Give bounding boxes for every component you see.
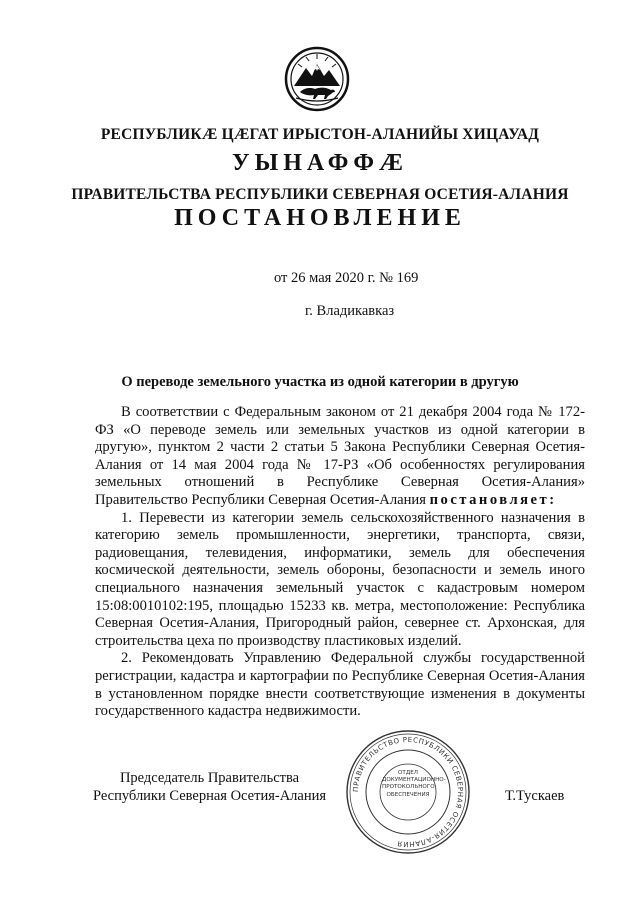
- signatory-name: Т.Тускаев: [505, 788, 565, 804]
- seal-ring-text: ПРАВИТЕЛЬСТВО РЕСПУБЛИКИ СЕВЕРНАЯ ОСЕТИЯ-АЛАНИЯ: [351, 735, 465, 849]
- header-ru-title: ПРАВИТЕЛЬСТВА РЕСПУБЛИКИ СЕВЕРНАЯ ОСЕТИЯ-АЛАНИЯ: [71, 186, 569, 203]
- header-oss-title: РЕСПУБЛИКӔ ЦӔГАТ ИРЫСТОН-АЛАНИЙЫ ХИЦАУАД: [100, 126, 540, 143]
- signatory-title-line2: Республики Северная Осетия-Алания: [93, 788, 327, 804]
- seal-center-line4: ОБЕСПЕЧЕНИЯ: [386, 791, 430, 798]
- coat-of-arms-icon: [284, 46, 350, 112]
- header-ru-doc-type: ПОСТАНОВЛЕНИЕ: [174, 205, 466, 231]
- document-date-number: от 26 мая 2020 г. № 169: [274, 270, 419, 286]
- header-oss-doc-type: УЫНАФФӔ: [232, 150, 408, 176]
- body-item-1: 1. Перевести из категории земель сельскохозяйственного назначения в категорию земель промышленности, энергетики, транспорта, связи, радиовещания, телевидения, информатики, земель для обеспечения космической деятельности, земель обороны, безопасности и земель иного специального назначения земельный участок с кадастровым номером 15:08:0010102:195, площадью 15233 кв. метра, местоположение: Республика Северная Осетия-Алания, Пригородный район, севернее ст. Архонская, для строительства цеха по производству пластиковых изделий.: [95, 509, 585, 649]
- seal-center-line1: ОТДЕЛ: [398, 770, 418, 776]
- official-seal-icon: [344, 728, 472, 856]
- body-preamble: [95, 404, 585, 510]
- seal-center-text: [382, 770, 446, 799]
- resolves-keyword: постановляет:: [429, 491, 557, 508]
- seal-center-line2: ДОКУМЕНТАЦИОННО-: [382, 777, 446, 784]
- body-item-2: 2. Рекомендовать Управлению Федеральной службы государственной регистрации, кадастра и картографии по Республике Северная Осетия-Алания в установленном порядке внести соответствующие изменения в документы государственного кадастра недвижимости.: [95, 650, 585, 720]
- document-city: г. Владикавказ: [305, 303, 395, 319]
- document-body: [95, 404, 585, 721]
- document-subject: О переводе земельного участка из одной категории в другую: [121, 374, 519, 390]
- preamble-text: В соответствии с Федеральным законом от 21 декабря 2004 года № 172-ФЗ «О переводе земель или земельных участков из одной категории в другую», пунктом 2 части 2 статьи 5 Закона Республики Северная Осетия-Алания от 14 мая 2004 года № 17-РЗ «Об особенностях регулирования земельных отношений в Республике Северная Осетия-Алания» Правительство Республики Северная Осетия-Алания: [95, 404, 585, 508]
- signatory-title: [93, 769, 326, 805]
- signatory-title-line1: Председатель Правительства: [119, 770, 300, 786]
- seal-center-line3: ПРОТОКОЛЬНОГО: [382, 784, 435, 791]
